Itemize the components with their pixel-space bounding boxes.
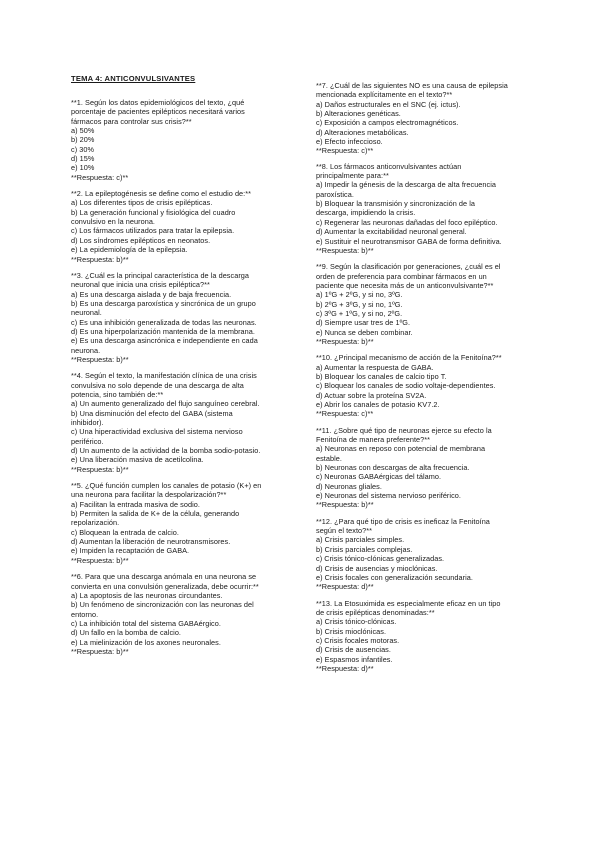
correct-answer: **Respuesta: c)** <box>316 409 374 419</box>
question-block <box>71 371 316 474</box>
answer-option: b) Permiten la salida de K+ de la célula, generando <box>71 509 240 519</box>
correct-answer: **Respuesta: b)** <box>71 254 129 264</box>
correct-answer: **Respuesta: b)** <box>316 245 374 255</box>
question-stem-line: Fenitoína de manera preferente?** <box>316 435 431 445</box>
answer-option: c) Regenerar las neuronas dañadas del foco epiléptico. <box>316 217 498 227</box>
question-stem-line: mencionada explícitamente en el texto?** <box>316 90 453 100</box>
answer-option: d) Crisis de ausencias. <box>316 645 391 655</box>
answer-option: d) Un aumento de la actividad de la bomba sodio-potasio. <box>71 446 261 456</box>
correct-answer: **Respuesta: c)** <box>316 146 374 156</box>
answer-option: e) Impiden la recaptación de GABA. <box>71 546 190 556</box>
answer-option: repolarización. <box>71 518 120 528</box>
answer-option: d) Es una hiperpolarización mantenida de la membrana. <box>71 326 255 336</box>
question-stem-line: **10. ¿Principal mecanismo de acción de la Fenitoína?** <box>316 353 502 363</box>
question-stem-line: **3. ¿Cuál es la principal característica de la descarga <box>71 270 250 280</box>
answer-option: e) Sustituir el neurotransmisor GABA de forma definitiva. <box>316 236 502 246</box>
correct-answer: **Respuesta: c)** <box>71 172 129 182</box>
correct-answer: **Respuesta: d)** <box>316 582 374 592</box>
question-stem-line: **8. Los fármacos anticonvulsivantes actúan <box>316 161 462 171</box>
answer-option: a) Un aumento generalizado del flujo sanguíneo cerebral. <box>71 399 260 409</box>
question-stem-line: una neurona para facilitar la despolarización?** <box>71 490 227 500</box>
question-stem-line: **9. Según la clasificación por generaciones, ¿cuál es el <box>316 262 501 272</box>
answer-option: d) Neuronas gliales. <box>316 481 382 491</box>
question-stem-line: porcentaje de pacientes epilépticos necesitará varios <box>71 107 245 117</box>
answer-option: c) Neuronas GABAérgicas del tálamo. <box>316 472 442 482</box>
answer-option: e) Nunca se deben combinar. <box>316 327 413 337</box>
answer-option: c) Es una inhibición generalizada de todas las neuronas. <box>71 317 257 327</box>
question-block <box>316 426 561 510</box>
question-block <box>71 481 316 565</box>
correct-answer: **Respuesta: b)** <box>316 500 374 510</box>
answer-option: b) 20% <box>71 135 95 145</box>
answer-option: a) 50% <box>71 126 95 136</box>
answer-option: d) 15% <box>71 154 95 164</box>
question-block <box>316 517 561 592</box>
answer-option: b) Un fenómeno de sincronización con las neuronas del <box>71 600 254 610</box>
question-block <box>316 81 561 156</box>
question-stem-line: **11. ¿Sobre qué tipo de neuronas ejerce su efecto la <box>316 425 492 435</box>
question-stem-line: de crisis epilépticas denominadas:** <box>316 607 435 617</box>
correct-answer: **Respuesta: b)** <box>71 354 129 364</box>
answer-option: e) Una liberación masiva de acetilcolina. <box>71 455 204 465</box>
answer-option: a) Neuronas en reposo con potencial de membrana <box>316 444 486 454</box>
answer-option: a) Aumentar la respuesta de GABA. <box>316 362 434 372</box>
answer-option: e) 10% <box>71 163 95 173</box>
answer-option: a) La apoptosis de las neuronas circundantes. <box>71 590 223 600</box>
answer-option: a) Es una descarga aislada y de baja frecuencia. <box>71 289 232 299</box>
question-stem-line: potencia, sino también de:** <box>71 389 164 399</box>
question-block <box>316 262 561 346</box>
answer-option: d) Aumentar la excitabilidad neuronal general. <box>316 227 467 237</box>
answer-option: d) Los síndromes epilépticos en neonatos. <box>71 235 211 245</box>
answer-option: e) Es una descarga asincrónica e independiente en cada <box>71 336 258 346</box>
answer-option: c) 3ºG + 1ºG, y si no, 2ºG. <box>316 308 403 318</box>
question-stem-line: **5. ¿Qué función cumplen los canales de potasio (K+) en <box>71 481 262 491</box>
answer-option: a) Crisis parciales simples. <box>316 535 405 545</box>
answer-option: c) 30% <box>71 144 95 154</box>
answer-option: c) Crisis tónico-clónicas generalizadas. <box>316 554 445 564</box>
correct-answer: **Respuesta: d)** <box>316 663 374 673</box>
right-column <box>316 81 561 680</box>
answer-option: c) Exposición a campos electromagnéticos. <box>316 118 459 128</box>
question-block <box>71 98 316 182</box>
answer-option: descarga, impidiendo la crisis. <box>316 208 416 218</box>
question-block <box>316 353 561 418</box>
answer-option: b) Crisis parciales complejas. <box>316 544 413 554</box>
question-stem-line: paciente que necesita más de un anticonvulsivante?** <box>316 280 494 290</box>
question-stem-line: orden de preferencia para combinar fármacos en un <box>316 271 487 281</box>
answer-option: a) Facilitan la entrada masiva de sodio. <box>71 499 200 509</box>
answer-option: d) Aumentan la liberación de neurotransmisores. <box>71 537 231 547</box>
question-block <box>316 162 561 255</box>
answer-option: neurona. <box>71 345 101 355</box>
answer-option: inhibidor). <box>71 418 104 427</box>
answer-option: b) Neuronas con descargas de alta frecuencia. <box>316 463 470 473</box>
correct-answer: **Respuesta: b)** <box>71 464 129 474</box>
answer-option: a) Daños estructurales en el SNC (ej. ictus). <box>316 99 461 109</box>
answer-option: d) Alteraciones metabólicas. <box>316 127 409 137</box>
question-stem-line: principalmente para:** <box>316 171 389 181</box>
question-stem-line: **1. Según los datos epidemiológicos del texto, ¿qué <box>71 98 245 107</box>
answer-option: a) Los diferentes tipos de crisis epilépticas. <box>71 198 213 208</box>
answer-option: c) Los fármacos utilizados para tratar la epilepsia. <box>71 226 235 236</box>
answer-option: neuronal. <box>71 308 102 318</box>
question-block <box>71 572 316 656</box>
answer-option: b) Una disminución del efecto del GABA (sistema <box>71 408 233 418</box>
answer-option: a) Crisis tónico-clónicas. <box>316 617 397 627</box>
question-stem-line: según el texto?** <box>316 526 373 536</box>
question-block <box>71 271 316 364</box>
question-stem-line: convulsiva no solo depende de una descarga de alta <box>71 380 244 390</box>
answer-option: estable. <box>316 453 342 463</box>
answer-option: b) Es una descarga paroxística y sincrónica de un grupo <box>71 298 256 308</box>
answer-option: e) Neuronas del sistema nervioso periférico. <box>316 491 461 501</box>
answer-option: entorno. <box>71 609 99 619</box>
answer-option: e) Espasmos infantiles. <box>316 654 393 664</box>
answer-option: e) Crisis focales con generalización secundaria. <box>316 572 473 582</box>
question-stem-line: **12. ¿Para qué tipo de crisis es ineficaz la Fenitoína <box>316 516 490 526</box>
answer-option: b) La generación funcional y fisiológica del cuadro <box>71 207 236 217</box>
answer-option: periférico. <box>71 436 104 446</box>
answer-option: e) La epidemiología de la epilepsia. <box>71 245 188 255</box>
answer-option: b) Alteraciones genéticas. <box>316 109 401 119</box>
question-stem-line: neuronal que inicia una crisis epiléptica?** <box>71 280 210 290</box>
answer-option: b) Bloquear la transmisión y sincronización de la <box>316 199 476 209</box>
question-stem-line: **4. Según el texto, la manifestación clínica de una crisis <box>71 371 257 381</box>
page-title: TEMA 4: ANTICONVULSIVANTES <box>71 74 196 83</box>
answer-option: d) Un fallo en la bomba de calcio. <box>71 628 181 638</box>
answer-option: c) La inhibición total del sistema GABAérgico. <box>71 618 221 628</box>
question-stem-line: **13. La Etosuximida es especialmente eficaz en un tipo <box>316 598 501 608</box>
answer-option: paroxística. <box>316 189 354 199</box>
correct-answer: **Respuesta: b)** <box>71 555 129 565</box>
answer-option: b) Crisis mioclónicas. <box>316 626 387 636</box>
question-stem-line: convierta en una convulsión generalizada, debe ocurrir:** <box>71 581 259 591</box>
question-stem-line: fármacos para controlar sus crisis?** <box>71 116 192 126</box>
correct-answer: **Respuesta: b)** <box>71 646 129 656</box>
answer-option: d) Crisis de ausencias y mioclónicas. <box>316 563 438 573</box>
left-column <box>71 74 316 663</box>
answer-option: c) Bloquean la entrada de calcio. <box>71 527 179 537</box>
answer-option: b) 2ºG + 3ºG, y si no, 1ºG. <box>316 299 403 309</box>
question-stem-line: **7. ¿Cuál de las siguientes NO es una causa de epilepsia <box>316 81 508 90</box>
answer-option: d) Actuar sobre la proteína SV2A. <box>316 390 427 400</box>
correct-answer: **Respuesta: b)** <box>316 336 374 346</box>
answer-option: c) Crisis focales motoras. <box>316 635 400 645</box>
question-stem-line: **6. Para que una descarga anómala en una neurona se <box>71 572 257 582</box>
answer-option: c) Una hiperactividad exclusiva del sistema nervioso <box>71 427 243 437</box>
answer-option: a) 1ºG + 2ºG, y si no, 3ºG. <box>316 290 403 300</box>
question-block <box>71 189 316 264</box>
answer-option: e) Efecto infeccioso. <box>316 137 383 147</box>
answer-option: b) Bloquear los canales de calcio tipo T. <box>316 371 447 381</box>
answer-option: e) Abrir los canales de potasio KV7.2. <box>316 400 440 409</box>
answer-option: d) Siempre usar tres de 1ºG. <box>316 318 411 328</box>
answer-option: a) Impedir la génesis de la descarga de alta frecuencia <box>316 180 497 190</box>
answer-option: e) La mielinización de los axones neuronales. <box>71 637 221 647</box>
answer-option: convulsivo en la neurona. <box>71 217 156 227</box>
answer-option: c) Bloquear los canales de sodio voltaje-dependientes. <box>316 381 496 391</box>
question-stem-line: **2. La epileptogénesis se define como el estudio de:** <box>71 189 252 199</box>
question-block <box>316 599 561 674</box>
